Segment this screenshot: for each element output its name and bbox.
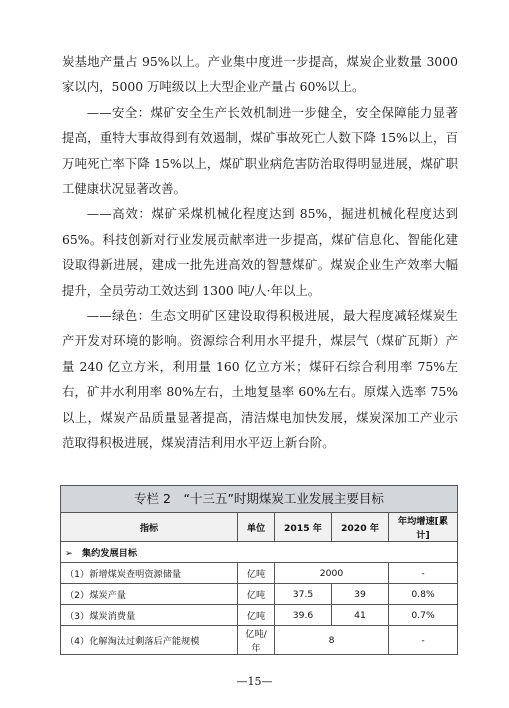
header-2020: 2020 年 — [332, 513, 389, 542]
table-row — [61, 563, 458, 584]
row-growth: - — [389, 563, 458, 584]
row-unit: 亿吨 — [238, 563, 275, 584]
section-label: ➢ 集约发展目标 — [61, 542, 458, 563]
paragraph-efficiency: ——高效：煤矿采煤机械化程度达到 85%，掘进机械化程度达到 65%。科技创新对行业发展贡献率进一步提高，煤矿信息化、智能化建设取得新进展，建成一批先进高效的智慧煤矿。煤炭企业生产效率大幅提升，全员劳动工效达到 1300 吨/人·年以上。 — [62, 206, 458, 298]
paragraph-safety: ——安全：煤矿安全生产长效机制进一步健全，安全保障能力显著提高，重特大事故得到有效遏制，煤矿事故死亡人数下降 15%以上，百万吨死亡率下降 15%以上，煤矿职业病危害防治取得明显进展，煤矿职工健康状况显著改善。 — [62, 104, 458, 197]
page-number: —15— — [236, 675, 273, 688]
table-header-row — [61, 513, 458, 542]
row-unit: 亿吨 — [238, 584, 275, 605]
table-row — [61, 584, 458, 605]
box-title: 专栏 2 “十三五”时期煤炭工业发展主要目标 — [60, 485, 458, 513]
row-2020: 41 — [332, 605, 389, 626]
row-name: （1）新增煤炭查明资源储量 — [61, 563, 238, 584]
section-row — [61, 542, 458, 563]
row-growth: 0.7% — [389, 605, 458, 626]
paragraph-production: 炭基地产量占 95%以上。产业集中度进一步提高，煤炭企业数量 3000 家以内，5000 万吨级以上大型企业产量占 60%以上。 — [62, 54, 458, 95]
row-name: （4）化解淘汰过剩落后产能规模 — [61, 626, 238, 655]
paragraph-green: ——绿色：生态文明矿区建设取得积极进展，最大程度减轻煤炭生产开发对环境的影响。资源综合利用水平提升，煤层气（煤矿瓦斯）产量 240 亿立方米，利用量 160 亿立方米；煤矸石综合利用率 75%左右，矿井水利用率 80%左右，土地复垦率 60%左右。原煤入选率 75%以上，煤炭产品质量显著提高，清洁煤电加快发展，煤炭深加工产业示范取得积极进展，煤炭清洁利用水平迈上新台阶。 — [62, 308, 458, 451]
row-growth: 0.8% — [389, 584, 458, 605]
row-merged-value: 8 — [275, 626, 389, 655]
row-growth: - — [389, 626, 458, 655]
row-2020: 39 — [332, 584, 389, 605]
header-indicator: 指标 — [61, 513, 238, 542]
row-merged-value: 2000 — [275, 563, 389, 584]
row-unit: 亿吨 — [238, 605, 275, 626]
table-row — [61, 626, 458, 655]
body-text — [62, 49, 458, 456]
row-2015: 39.6 — [275, 605, 332, 626]
row-name: （3）煤炭消费量 — [61, 605, 238, 626]
header-unit: 单位 — [238, 513, 275, 542]
header-growth: 年均增速[累计] — [389, 513, 458, 542]
row-2015: 37.5 — [275, 584, 332, 605]
table-row — [61, 605, 458, 626]
row-unit: 亿吨/年 — [238, 626, 275, 655]
goals-table — [60, 512, 458, 655]
row-name: （2）煤炭产量 — [61, 584, 238, 605]
header-2015: 2015 年 — [275, 513, 332, 542]
